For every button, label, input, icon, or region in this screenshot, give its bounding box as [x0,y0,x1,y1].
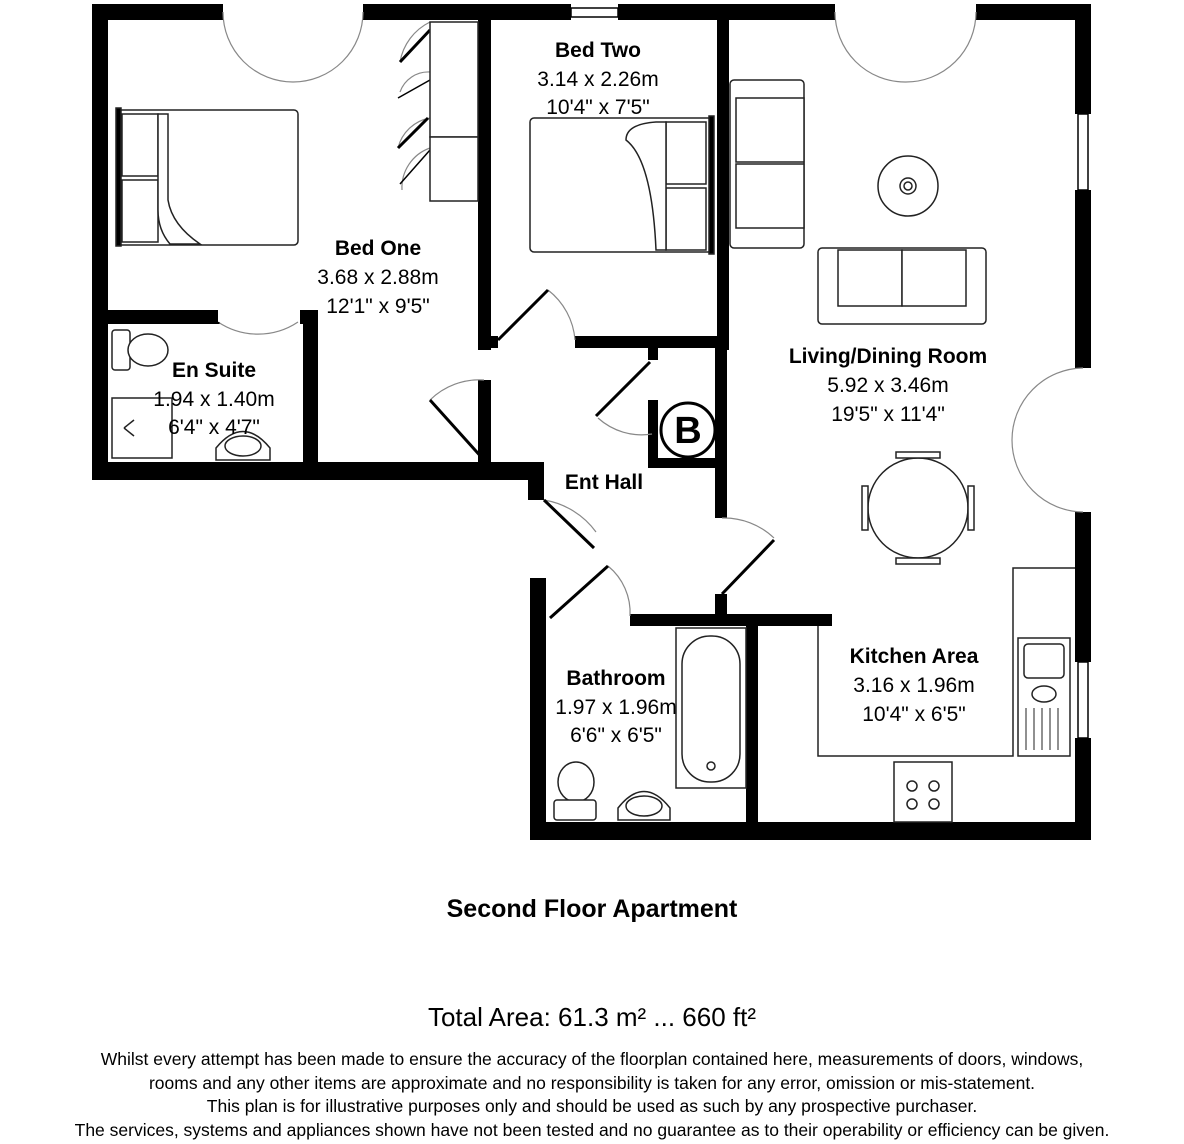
room-metric: 3.16 x 1.96m [853,674,975,697]
disclaimer-line: Whilst every attempt has been made to ensure the accuracy of the floorplan contained here, measurements of doors, windows, [100,1049,1084,1069]
disclaimer [0,1048,1184,1142]
room-name: Bed One [334,237,422,260]
room-imperial: 10'4" x 6'5" [862,703,966,726]
disclaimer-line: This plan is for illustrative purposes only and should be used as such by any prospective purchaser. [206,1096,978,1116]
room-en-suite [153,359,274,439]
room-bed-two [537,39,658,119]
room-ent-hall [565,471,643,494]
room-living-dining [789,345,987,426]
room-imperial: 6'4" x 4'7" [168,416,260,439]
room-name: En Suite [171,359,257,382]
room-kitchen [850,645,979,726]
room-metric: 5.92 x 3.46m [827,374,949,397]
room-name: Ent Hall [564,471,644,494]
room-metric: 3.14 x 2.26m [537,68,659,91]
room-bathroom [555,667,676,747]
room-metric: 1.94 x 1.40m [153,388,275,411]
floor-title: Second Floor Apartment [446,895,738,923]
room-imperial: 6'6" x 6'5" [570,724,662,747]
room-metric: 1.97 x 1.96m [555,696,677,719]
disclaimer-line: The services, systems and appliances shown have not been tested and no guarantee as to their operability or efficiency can be given. [74,1119,1110,1140]
svg-text:B: B [674,410,702,452]
room-bed-one [317,237,438,318]
room-imperial: 12'1" x 9'5" [326,295,430,318]
room-name: Kitchen Area [849,645,979,668]
room-name: Bathroom [566,667,666,690]
room-name: Bed Two [555,39,641,62]
disclaimer-line: rooms and any other items are approximate and no responsibility is taken for any error, omission or mis-statement. [148,1072,1036,1093]
room-metric: 3.68 x 2.88m [317,266,439,289]
room-name: Living/Dining Room [788,345,988,368]
boiler-icon [661,403,715,457]
room-imperial: 10'4" x 7'5" [546,96,650,119]
total-area: Total Area: 61.3 m² ... 660 ft² [427,1002,757,1032]
room-imperial: 19'5" x 11'4" [831,403,945,426]
